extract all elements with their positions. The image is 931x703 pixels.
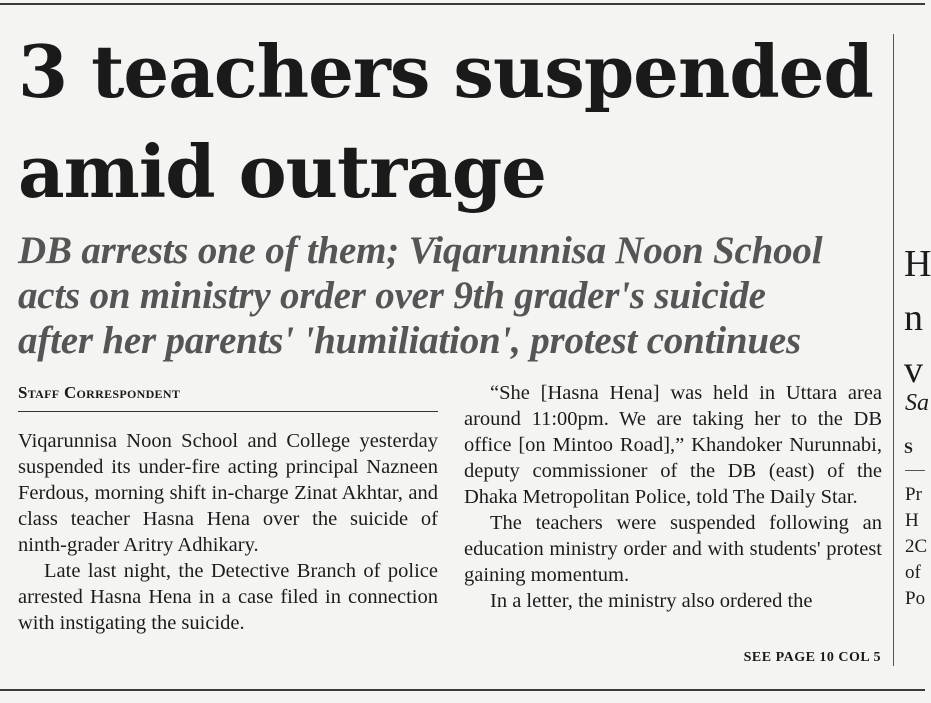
- article-column-2: [464, 380, 882, 614]
- paragraph: In a letter, the ministry also ordered the: [490, 590, 813, 612]
- continuation-note: SEE PAGE 10 COL 5: [743, 650, 881, 665]
- adjacent-deck-fragment: Sa: [905, 390, 929, 416]
- adjacent-headline-fragment: n: [904, 297, 923, 339]
- byline: Staff Correspondent: [18, 383, 181, 402]
- top-rule: [0, 3, 925, 5]
- paragraph: “She [Hasna Hena] was held in Uttara area around 11:00pm. We are taking her to the DB office [on Mintoo Road],” Khandoker Nurunnabi, deputy commissioner of the DB (east) of the Dhaka Metropolitan Police, told The Daily Star.: [464, 382, 882, 508]
- adjacent-headline-fragment: H: [904, 243, 931, 285]
- column-divider: [893, 34, 894, 666]
- headline-line-2: amid outrage: [18, 129, 546, 214]
- adjacent-text-fragment: of: [905, 562, 921, 583]
- paragraph: Viqarunnisa Noon School and College yesterday suspended its under-fire acting principal Nazneen Ferdous, morning shift in-charge Zinat Akhtar, and class teacher Hasna Hena over the suicide of ninth-grader Aritry Adhikary.: [18, 430, 438, 556]
- adjacent-text-fragment: 2C: [905, 536, 928, 557]
- adjacent-text-fragment: Po: [905, 588, 926, 609]
- headline-line-1: 3 teachers suspended: [18, 29, 873, 114]
- adjacent-byline-fragment: S: [904, 440, 913, 457]
- article-column-1: [18, 428, 438, 636]
- adjacent-byline-rule: [905, 470, 925, 471]
- subheadline-line-1: DB arrests one of them; Viqarunnisa Noon School: [18, 229, 823, 272]
- paragraph: The teachers were suspended following an education ministry order and with students' protest gaining momentum.: [464, 512, 882, 586]
- adjacent-text-fragment: H: [905, 510, 919, 531]
- adjacent-text-fragment: Pr: [905, 484, 922, 505]
- subheadline: [18, 228, 886, 363]
- bottom-rule: [0, 689, 925, 691]
- adjacent-headline-fragment: v: [904, 349, 923, 391]
- subheadline-line-3: after her parents' 'humiliation', protest continues: [18, 319, 801, 362]
- paragraph: Late last night, the Detective Branch of police arrested Hasna Hena in a case filed in connection with instigating the suicide.: [18, 560, 438, 634]
- headline: [18, 22, 878, 222]
- subheadline-line-2: acts on ministry order over 9th grader's suicide: [18, 274, 766, 317]
- byline-rule: [18, 411, 438, 412]
- adjacent-article-fragment: [902, 240, 931, 620]
